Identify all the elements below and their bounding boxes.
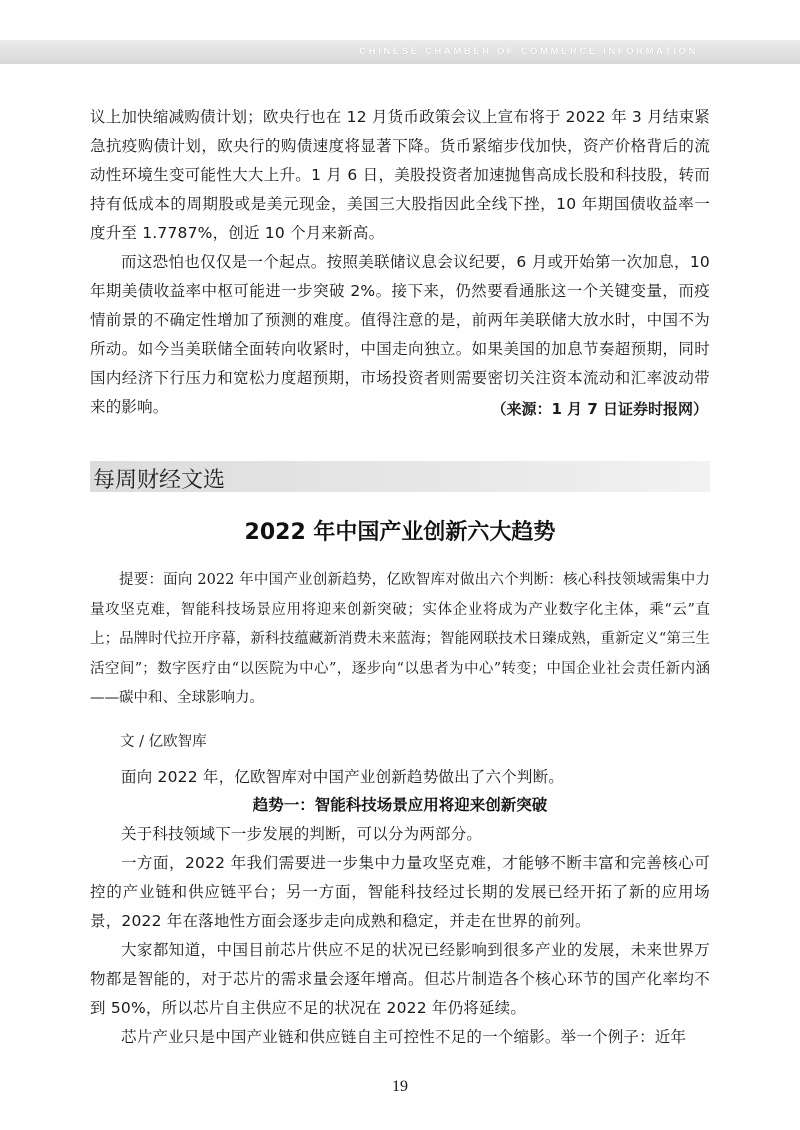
body-paragraph-4: 芯片产业只是中国产业链和供应链自主可控性不足的一个缩影。举一个例子：近年	[121, 1028, 687, 1046]
trend-1-heading: 趋势一：智能科技场景应用将迎来创新突破	[252, 796, 548, 814]
body-paragraph-2: 一方面，2022 年我们需要进一步集中力量攻坚克难，才能够不断丰富和完善核心可控的产业链和供应链平台；另一方面，智能科技经过长期的发展已经开拓了新的应用场景，2022 年在落地性方面会逐步走向成熟和稳定，并走在世界的前列。	[90, 854, 710, 930]
continued-paragraph-1: 议上加快缩减购债计划；欧央行也在 12 月货币政策会议上宣布将于 2022 年 3 月结束紧急抗疫购债计划，欧央行的购债速度将显著下降。货币紧缩步伐加快，资产价格背后的流动性环境生变可能性大大上升。1 月 6 日，美股投资者加速抛售高成长股和科技股，转而持有低成本的周期股或是美元现金，美国三大股指因此全线下挫，10 年期国债收益率一度升至 1.7787%，创近 10 个月来新高。	[90, 108, 710, 242]
article-intro: 面向 2022 年，亿欧智库对中国产业创新趋势做出了六个判断。	[121, 768, 565, 786]
body-paragraph-1: 关于科技领域下一步发展的判断，可以分为两部分。	[121, 825, 483, 843]
section-title: 每周财经文选	[93, 468, 226, 493]
article-abstract: 提要：面向 2022 年中国产业创新趋势，亿欧智库对做出六个判断：核心科技领域需集中力量攻坚克难，智能科技场景应用将迎来创新突破；实体企业将成为产业数字化主体，乘“云”直上；品牌时代拉开序幕，新科技蕴藏新消费未来蓝海；智能网联技术日臻成熟，重新定义“第三生活空间”；数字医疗由“以医院为中心”，逐步向“以患者为中心”转变；中国企业社会责任新内涵——碳中和、全球影响力。	[90, 572, 710, 706]
continued-paragraph-2: 而这恐怕也仅仅是一个起点。按照美联储议息会议纪要，6 月或开始第一次加息，10 年期美债收益率中枢可能进一步突破 2%。接下来，仍然要看通胀这一个关键变量，而疫情前景的不确定性增加了预测的难度。值得注意的是，前两年美联储大放水时，中国不为所动。如今当美联储全面转向收紧时，中国走向独立。如果美国的加息节奏超预期，同时国内经济下行压力和宽松力度超预期，市场投资者则需要密切关注资本流动和汇率波动带来的影响。	[90, 253, 710, 416]
article-title: 2022 年中国产业创新六大趋势	[244, 520, 556, 545]
body-paragraph-3: 大家都知道，中国目前芯片供应不足的状况已经影响到很多产业的发展，未来世界万物都是智能的，对于芯片的需求量会逐年增高。但芯片制造各个核心环节的国产化率均不到 50%，所以芯片自主供应不足的状况在 2022 年仍将延续。	[90, 941, 710, 1017]
source-citation: （来源：1 月 7 日证券时报网）	[491, 400, 708, 418]
article-byline: 文 / 亿欧智库	[120, 734, 207, 750]
running-header: CHINESE CHAMBER OF COMMERCE INFORMATION	[359, 46, 698, 57]
page-number: 19	[392, 1078, 408, 1095]
